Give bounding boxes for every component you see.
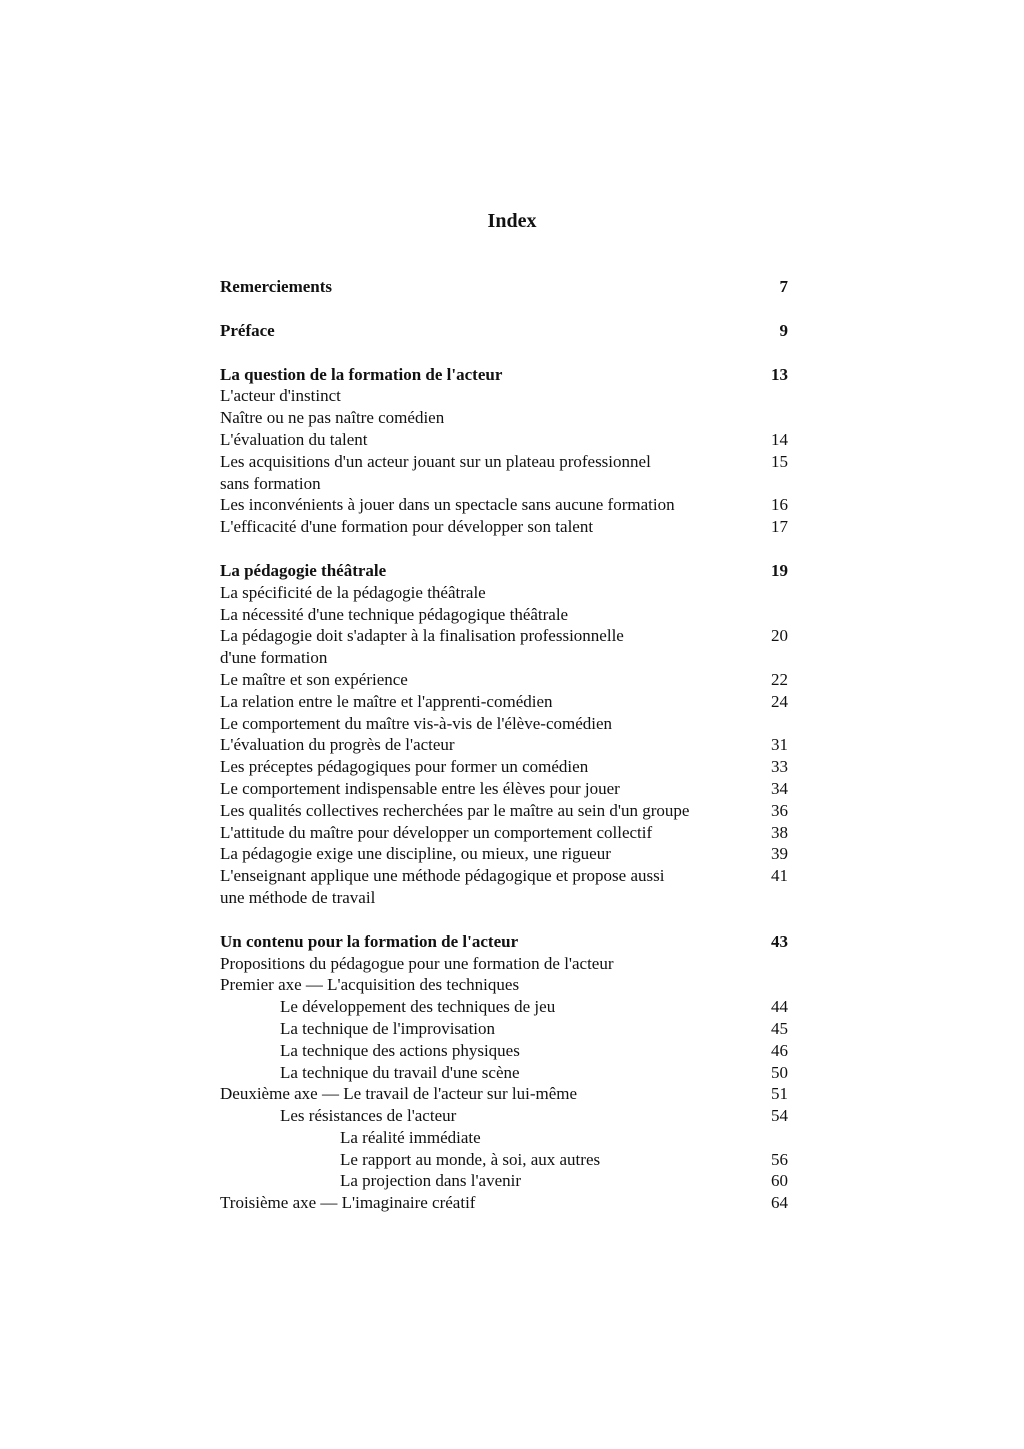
toc-page-number: 39: [771, 844, 788, 864]
toc-entry: [220, 953, 800, 975]
toc-entry-title: Le développement des techniques de jeu: [280, 997, 556, 1017]
toc-entry: [220, 996, 800, 1018]
toc-entry: [220, 756, 800, 778]
toc-entry-title: La pédagogie doit s'adapter à la finalisation professionnelle: [220, 626, 624, 646]
toc-entry: [220, 843, 800, 865]
toc-entry: [220, 647, 800, 669]
toc-entry: [220, 1170, 800, 1192]
toc-entry: [220, 1192, 800, 1214]
section-spacer: [220, 909, 800, 931]
toc-page-number: 14: [771, 429, 788, 449]
toc-entry-title: Troisième axe — L'imaginaire créatif: [220, 1193, 476, 1213]
toc-entry-title: sans formation: [220, 473, 321, 493]
toc-page-number: 44: [771, 997, 788, 1017]
toc-entry: [220, 734, 800, 756]
toc-entry-title: Le rapport au monde, à soi, aux autres: [340, 1149, 601, 1169]
toc-page-number: 15: [771, 451, 788, 471]
toc-entry: [220, 1083, 800, 1105]
toc-entry: [220, 778, 800, 800]
toc-page-number: 41: [771, 866, 788, 886]
toc-section-heading: [220, 931, 800, 953]
toc-entry-title: Les inconvénients à jouer dans un spectacle sans aucune formation: [220, 495, 675, 515]
toc-entry-title: Propositions du pédagogue pour une formation de l'acteur: [220, 953, 614, 973]
toc-page-number: 43: [771, 931, 788, 951]
toc-entry-title: L'efficacité d'une formation pour développer son talent: [220, 517, 594, 537]
toc-entry-title: La relation entre le maître et l'apprenti-comédien: [220, 691, 553, 711]
toc-page-number: 33: [771, 757, 788, 777]
toc-entry-title: Le maître et son expérience: [220, 669, 408, 689]
toc-entry-title: Remerciements: [220, 277, 333, 296]
toc-entry-title: Le comportement indispensable entre les élèves pour jouer: [220, 778, 620, 798]
toc-entry-title: Les préceptes pédagogiques pour former un comédien: [220, 757, 589, 777]
toc-page-number: 54: [771, 1106, 788, 1126]
toc-section-heading: [220, 560, 800, 582]
toc-entry-title: Les qualités collectives recherchées par le maître au sein d'un groupe: [220, 800, 690, 820]
toc-entry: [220, 691, 800, 713]
toc-entry-title: La spécificité de la pédagogie théâtrale: [220, 582, 486, 602]
toc-entry-title: La projection dans l'avenir: [340, 1171, 522, 1191]
toc-entry: [220, 713, 800, 735]
toc-page-number: 36: [771, 800, 788, 820]
section-spacer: [220, 538, 800, 560]
toc-page-number: 9: [779, 320, 788, 340]
toc-entry-title: L'évaluation du talent: [220, 429, 368, 449]
page-title: Index: [487, 210, 537, 232]
toc-entry: [220, 516, 800, 538]
toc-page-number: 38: [771, 822, 788, 842]
toc-entry-title: Naître ou ne pas naître comédien: [220, 408, 445, 428]
toc-page-number: 34: [771, 778, 788, 798]
toc-page-number: 16: [771, 495, 788, 515]
toc-entry: [220, 494, 800, 516]
toc-page-number: 51: [771, 1084, 788, 1104]
toc-entry: [220, 582, 800, 604]
section-spacer: [220, 342, 800, 364]
toc-page-number: 60: [771, 1171, 788, 1191]
section-spacer: [220, 298, 800, 320]
toc-entry: [220, 1040, 800, 1062]
table-of-contents: [220, 276, 800, 1214]
toc-entry: [220, 429, 800, 451]
toc-page-number: 13: [771, 364, 788, 384]
toc-entry-title: Les résistances de l'acteur: [280, 1106, 457, 1126]
toc-entry: [220, 669, 800, 691]
toc-section-heading: [220, 364, 800, 386]
toc-page-number: 24: [771, 691, 788, 711]
toc-page-number: 46: [771, 1040, 788, 1060]
toc-entry-title: La technique des actions physiques: [280, 1040, 520, 1060]
toc-entry-title: d'une formation: [220, 648, 328, 668]
toc-page-number: 31: [771, 735, 788, 755]
toc-entry: [220, 974, 800, 996]
toc-entry: [220, 887, 800, 909]
toc-entry-title: une méthode de travail: [220, 887, 376, 907]
toc-entry-title: La réalité immédiate: [340, 1127, 481, 1147]
toc-entry: [220, 1149, 800, 1171]
toc-entry: [220, 1105, 800, 1127]
toc-entry-title: La pédagogie théâtrale: [220, 560, 387, 580]
toc-entry-title: La technique du travail d'une scène: [280, 1062, 520, 1082]
toc-entry-title: La pédagogie exige une discipline, ou mieux, une rigueur: [220, 844, 611, 864]
toc-entry-title: La nécessité d'une technique pédagogique théâtrale: [220, 604, 569, 624]
toc-entry: [220, 822, 800, 844]
toc-entry: [220, 800, 800, 822]
toc-entry: [220, 865, 800, 887]
toc-entry-title: Un contenu pour la formation de l'acteur: [220, 931, 519, 951]
toc-entry: [220, 407, 800, 429]
toc-entry-title: Préface: [220, 320, 275, 340]
toc-entry-title: L'enseignant applique une méthode pédagogique et propose aussi: [220, 866, 665, 886]
toc-page-number: 56: [771, 1149, 788, 1169]
toc-page-number: 20: [771, 626, 788, 646]
toc-page-number: 7: [779, 277, 788, 296]
toc-entry-title: Premier axe — L'acquisition des techniques: [220, 975, 520, 995]
toc-entry: [220, 451, 800, 473]
toc-page-number: 17: [771, 517, 788, 537]
toc-entry-title: L'acteur d'instinct: [220, 386, 341, 406]
toc-entry-title: Le comportement du maître vis-à-vis de l'élève-comédien: [220, 713, 613, 733]
toc-entry-title: L'attitude du maître pour développer un comportement collectif: [220, 822, 653, 842]
toc-entry-title: Deuxième axe — Le travail de l'acteur sur lui-même: [220, 1084, 578, 1104]
toc-page-number: 22: [771, 669, 788, 689]
toc-entry-title: L'évaluation du progrès de l'acteur: [220, 735, 455, 755]
toc-entry: [220, 604, 800, 626]
toc-entry-title: Les acquisitions d'un acteur jouant sur un plateau professionnel: [220, 451, 651, 471]
toc-page-number: 19: [771, 560, 788, 580]
toc-entry-title: La question de la formation de l'acteur: [220, 364, 503, 384]
toc-page-number: 45: [771, 1018, 788, 1038]
toc-section-heading: [220, 320, 800, 342]
toc-entry: [220, 1018, 800, 1040]
toc-page-number: 64: [771, 1193, 788, 1213]
toc-entry: [220, 1127, 800, 1149]
toc-entry: [220, 1062, 800, 1084]
toc-entry: [220, 625, 800, 647]
toc-entry: [220, 385, 800, 407]
toc-page-number: 50: [771, 1062, 788, 1082]
toc-entry-title: La technique de l'improvisation: [280, 1018, 496, 1038]
toc-section-heading: [220, 276, 800, 298]
toc-entry: [220, 473, 800, 495]
